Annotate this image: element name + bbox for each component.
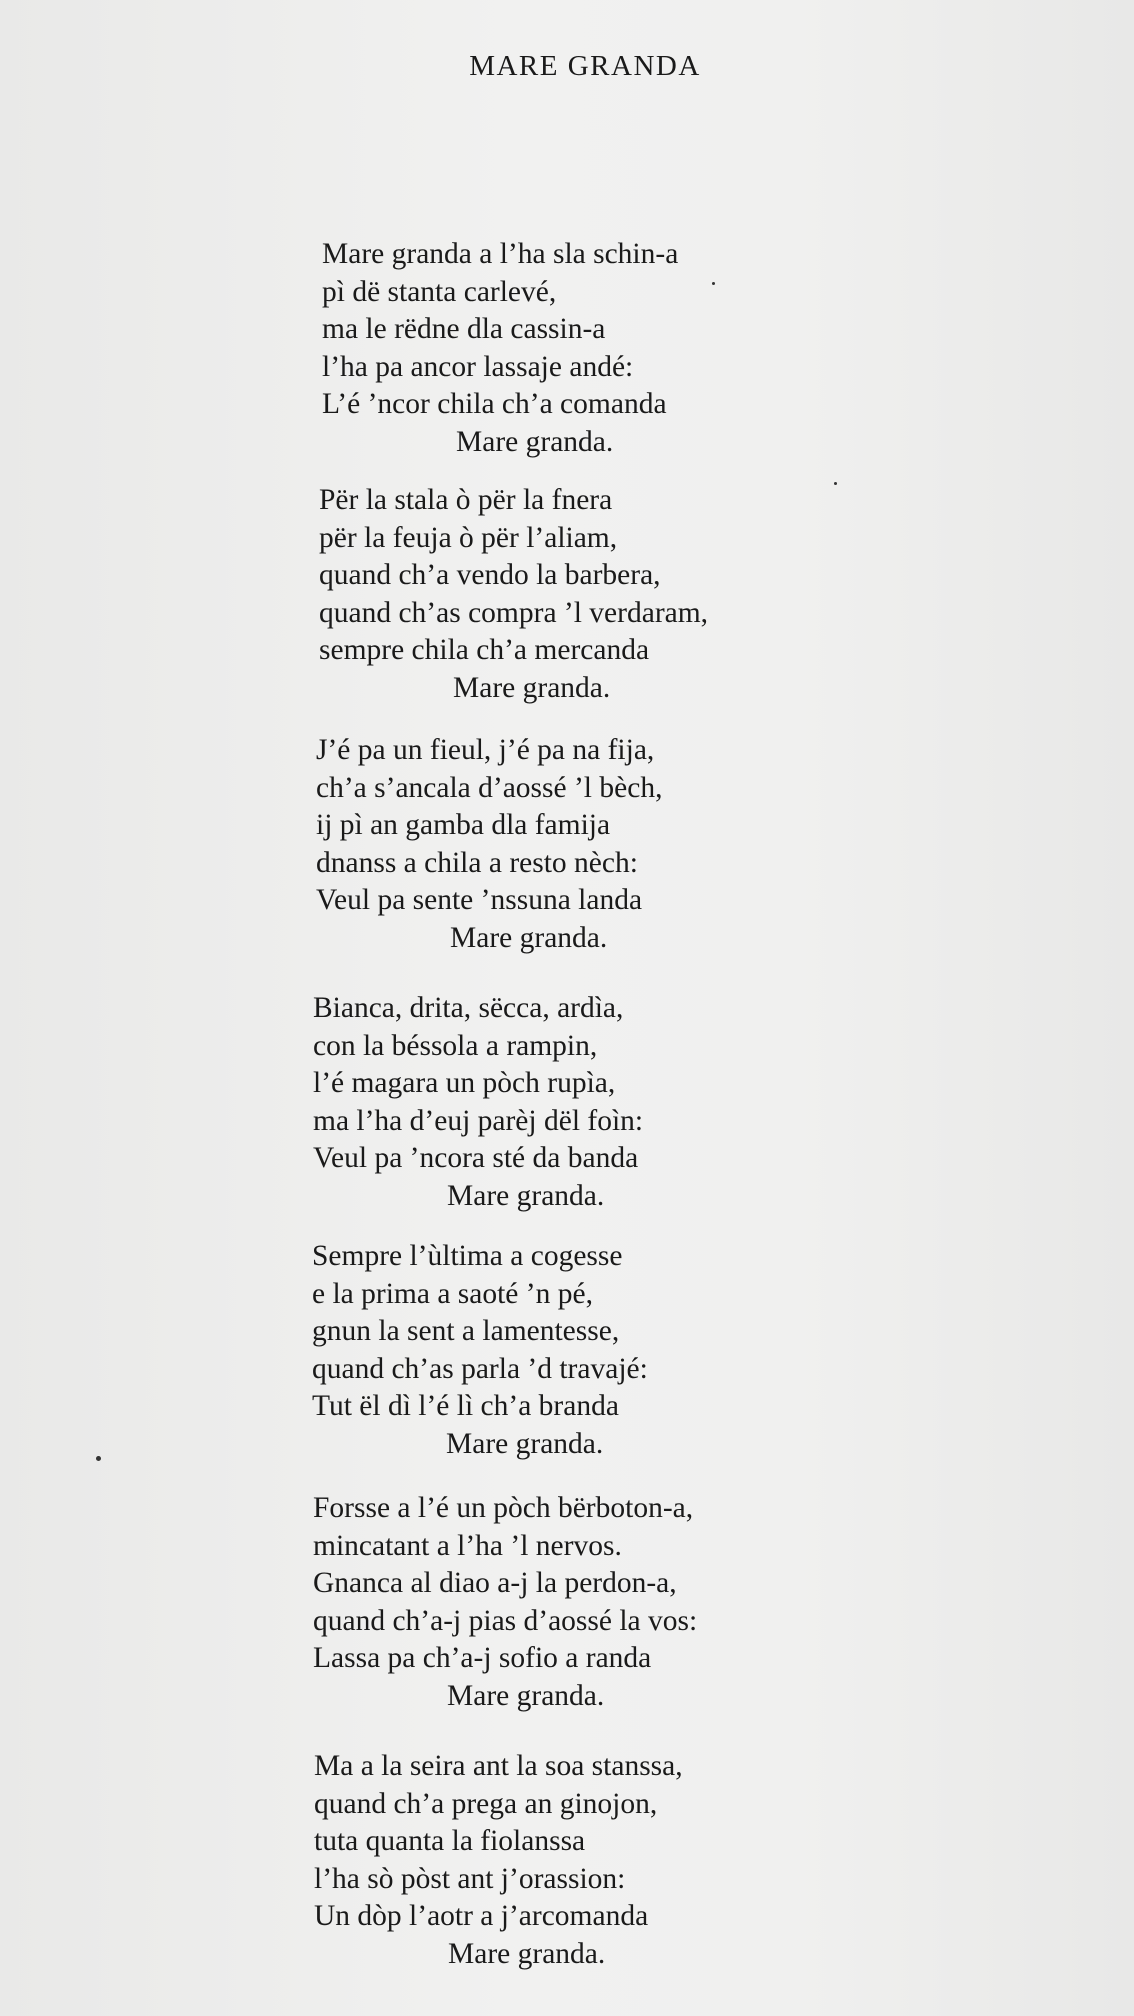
verse-line: Sempre l’ùltima a cogesse [312, 1240, 623, 1272]
stanza-4 [313, 990, 1113, 1215]
verse-line: Un dòp l’aotr a j’arcomanda [314, 1900, 649, 1932]
verse-line: Mare granda a l’ha sla schin-a [322, 238, 679, 270]
verse-line: l’é magara un pòch rupìa, [313, 1067, 616, 1099]
paper-speck [712, 282, 715, 285]
verse-line: Ma a la seira ant la soa stanssa, [314, 1750, 683, 1782]
refrain-line: Mare granda. [448, 1937, 606, 1970]
verse-line: për la feuja ò për l’aliam, [319, 521, 618, 554]
verse-line: mincatant a l’ha ’l nervos. [313, 1529, 622, 1562]
verse-line: J’é pa un fieul, j’é pa na fija, [316, 734, 655, 766]
stanza-3 [316, 732, 1116, 957]
verse-line: ch’a s’ancala d’aossé ’l bèch, [316, 771, 663, 804]
paper-speck [96, 1456, 101, 1461]
verse-line: sempre chila ch’a mercanda [319, 634, 650, 666]
verse-line: l’ha pa ancor lassaje andé: [322, 350, 634, 383]
verse-line: l’ha sò pòst ant j’orassion: [314, 1862, 626, 1895]
verse-line: Forsse a l’é un pòch bërboton-a, [313, 1492, 694, 1524]
verse-line: Veul pa sente ’nssuna landa [316, 884, 643, 916]
verse-line: quand ch’a vendo la barbera, [319, 559, 661, 591]
verse-line: ij pì an gamba dla famija [316, 809, 611, 841]
refrain-line: Mare granda. [450, 921, 608, 954]
verse-line: tuta quanta la fiolanssa [314, 1825, 586, 1857]
poem-title: MARE GRANDA [469, 50, 701, 82]
verse-line: quand ch’as parla ’d travajé: [312, 1352, 648, 1385]
verse-line: dnanss a chila a resto nèch: [316, 846, 638, 879]
verse-line: Për la stala ò për la fnera [319, 484, 613, 516]
verse-line: Lassa pa ch’a-j sofio a randa [313, 1642, 652, 1674]
refrain-line: Mare granda. [456, 425, 614, 458]
refrain-line: Mare granda. [453, 671, 611, 704]
verse-line: Tut ël dì l’é lì ch’a branda [312, 1390, 619, 1422]
verse-line: e la prima a saoté ’n pé, [312, 1277, 593, 1310]
verse-line: con la béssola a rampin, [313, 1029, 598, 1062]
verse-line: ma le rëdne dla cassin-a [322, 313, 606, 345]
verse-line: gnun la sent a lamentesse, [312, 1315, 620, 1347]
refrain-line: Mare granda. [447, 1179, 605, 1212]
stanza-2 [319, 482, 1119, 707]
stanza-7 [314, 1748, 1114, 1973]
refrain-line: Mare granda. [447, 1679, 605, 1712]
stanza-6 [313, 1490, 1113, 1715]
verse-line: quand ch’a-j pias d’aossé la vos: [313, 1604, 698, 1637]
paper-speck [834, 482, 837, 485]
verse-line: quand ch’as compra ’l verdaram, [319, 596, 709, 629]
verse-line: Gnanca al diao a-j la perdon-a, [313, 1567, 677, 1599]
verse-line: quand ch’a prega an ginojon, [314, 1787, 658, 1820]
stanza-1 [322, 236, 1122, 461]
verse-line: pì dë stanta carlevé, [322, 275, 557, 308]
stanza-5 [312, 1238, 1112, 1463]
verse-line: ma l’ha d’euj parèj dël foìn: [313, 1104, 644, 1137]
verse-line: L’é ’ncor chila ch’a comanda [322, 388, 667, 420]
verse-line: Veul pa ’ncora sté da banda [313, 1142, 639, 1174]
verse-line: Bianca, drita, sëcca, ardìa, [313, 992, 624, 1024]
refrain-line: Mare granda. [446, 1427, 604, 1460]
